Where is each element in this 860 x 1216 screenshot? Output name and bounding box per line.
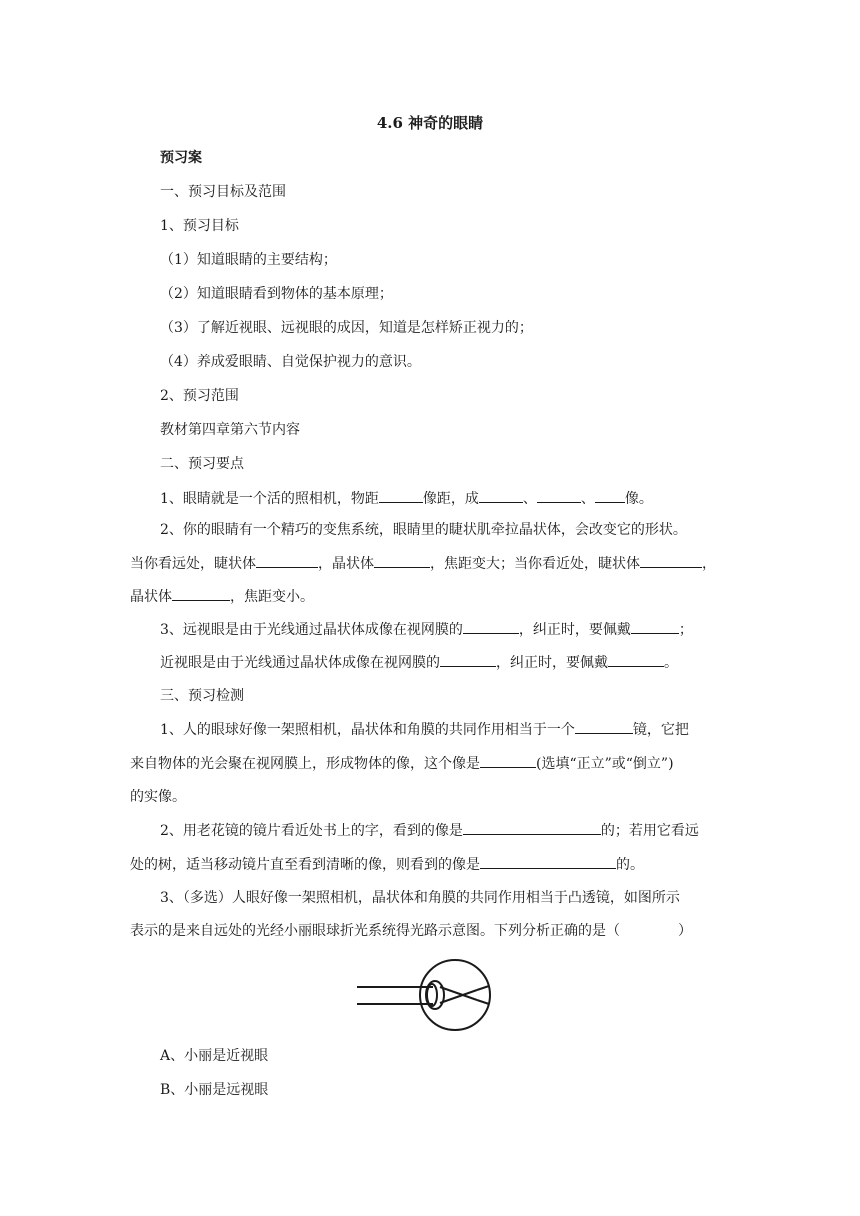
goal-item: （3）了解近视眼、远视眼的成因，知道是怎样矫正视力的；: [160, 320, 533, 336]
q1-line: [160, 719, 689, 740]
goal-item: （2）知道眼睛看到物体的基本原理；: [160, 286, 393, 302]
refracted-ray-top: [440, 987, 477, 1000]
blank[interactable]: [379, 488, 423, 503]
point-3-text: 3、远视眼是由于光线通过晶状体成像在视网膜的: [160, 622, 463, 638]
blank[interactable]: [256, 553, 318, 568]
q1-line: 的实像。: [130, 789, 186, 805]
q3-text: 表示的是来自远处的光经小丽眼球折光系统得光路示意图。下列分析正确的是（: [130, 923, 620, 939]
blank[interactable]: [172, 586, 230, 601]
point-2-line: 2、你的眼睛有一个精巧的变焦系统，眼睛里的睫状肌牵拉晶状体，会改变它的形状。: [160, 522, 687, 538]
option-a[interactable]: A、小丽是近视眼: [160, 1048, 269, 1064]
point-2-text: ，焦距变小。: [230, 589, 314, 605]
point-3-text: ；: [678, 622, 693, 638]
point-2-text: 晶状体: [130, 589, 172, 605]
blank[interactable]: [595, 488, 625, 503]
q3-line: 3、（多选）人眼好像一架照相机，晶状体和角膜的共同作用相当于凸透镜，如图所示: [160, 890, 680, 906]
section-heading: 预习案: [160, 150, 202, 166]
option-b[interactable]: B、小丽是远视眼: [160, 1082, 269, 1098]
blank[interactable]: [480, 854, 616, 869]
q1-line: [130, 753, 674, 774]
point-3-line: [160, 652, 678, 673]
q3-text: ）: [678, 923, 692, 939]
diverging-ray-bottom: [477, 1000, 489, 1004]
point-2-text: ，焦距变大；当你看近处，睫状体: [430, 556, 640, 572]
point-1-text: 像距，成: [422, 491, 479, 507]
blank[interactable]: [463, 619, 519, 634]
q2-line: [130, 854, 644, 875]
blank[interactable]: [537, 488, 581, 503]
q2-text: 2、用老花镜的镜片看近处书上的字，看到的像是: [160, 823, 463, 839]
blank[interactable]: [463, 820, 601, 835]
point-1: [160, 488, 653, 509]
point-1-text: 像。: [624, 491, 653, 507]
point-1-text: 、: [580, 491, 595, 507]
eyeball-outline: [420, 960, 490, 1030]
point-1-text: 、: [522, 491, 537, 507]
diverging-ray-top: [477, 986, 489, 990]
point-2-text: 当你看远处，睫状体: [130, 556, 256, 572]
blank[interactable]: [374, 553, 430, 568]
point-2-text: ，: [702, 556, 716, 572]
q2-text: 的；若用它看远: [600, 823, 699, 839]
s3-heading: 三、预习检测: [160, 688, 244, 704]
page-title: 4.6 神奇的眼睛: [376, 114, 484, 132]
s2-heading: 二、预习要点: [160, 456, 244, 472]
blank[interactable]: [575, 719, 633, 734]
q2-line: [160, 820, 699, 841]
refracted-ray-bottom: [440, 990, 477, 1003]
blank[interactable]: [608, 652, 664, 667]
blank[interactable]: [440, 652, 496, 667]
q1-text: 1、人的眼球好像一架照相机，晶状体和角膜的共同作用相当于一个: [160, 722, 575, 738]
blank[interactable]: [631, 619, 679, 634]
s1-heading: 一、预习目标及范围: [160, 184, 286, 200]
point-3-text: ，纠正时，要佩戴: [518, 622, 631, 638]
q2-text: 处的树，适当移动镜片直至看到清晰的像，则看到的像是: [130, 857, 480, 873]
point-3-text: 近视眼是由于光线通过晶状体成像在视网膜的: [160, 655, 440, 671]
point-2-line: [130, 586, 314, 607]
point-3-text: 。: [664, 655, 678, 671]
point-3-text: ，纠正时，要佩戴: [496, 655, 608, 671]
q1-text: 来自物体的光会聚在视网膜上，形成物体的像，这个像是: [130, 756, 480, 772]
point-3-line: [160, 619, 693, 640]
eye-diagram: [355, 956, 505, 1056]
blank[interactable]: [479, 488, 523, 503]
q1-text: (选填“正立”或“倒立”): [536, 756, 674, 772]
q2-text: 的。: [616, 857, 644, 873]
point-1-text: 1、眼睛就是一个活的照相机，物距: [160, 491, 379, 507]
range-text: 教材第四章第六节内容: [160, 422, 300, 438]
range-heading: 2、预习范围: [160, 388, 239, 404]
blank[interactable]: [640, 553, 702, 568]
point-2-line: [130, 553, 716, 574]
point-2-text: ，晶状体: [318, 556, 374, 572]
q3-line: [130, 921, 692, 941]
goal-item: （4）养成爱眼睛、自觉保护视力的意识。: [160, 354, 421, 370]
q1-text: 镜，它把: [632, 722, 689, 738]
goal-heading: 1、预习目标: [160, 218, 239, 234]
goal-item: （1）知道眼睛的主要结构；: [160, 252, 337, 268]
blank[interactable]: [480, 753, 536, 768]
